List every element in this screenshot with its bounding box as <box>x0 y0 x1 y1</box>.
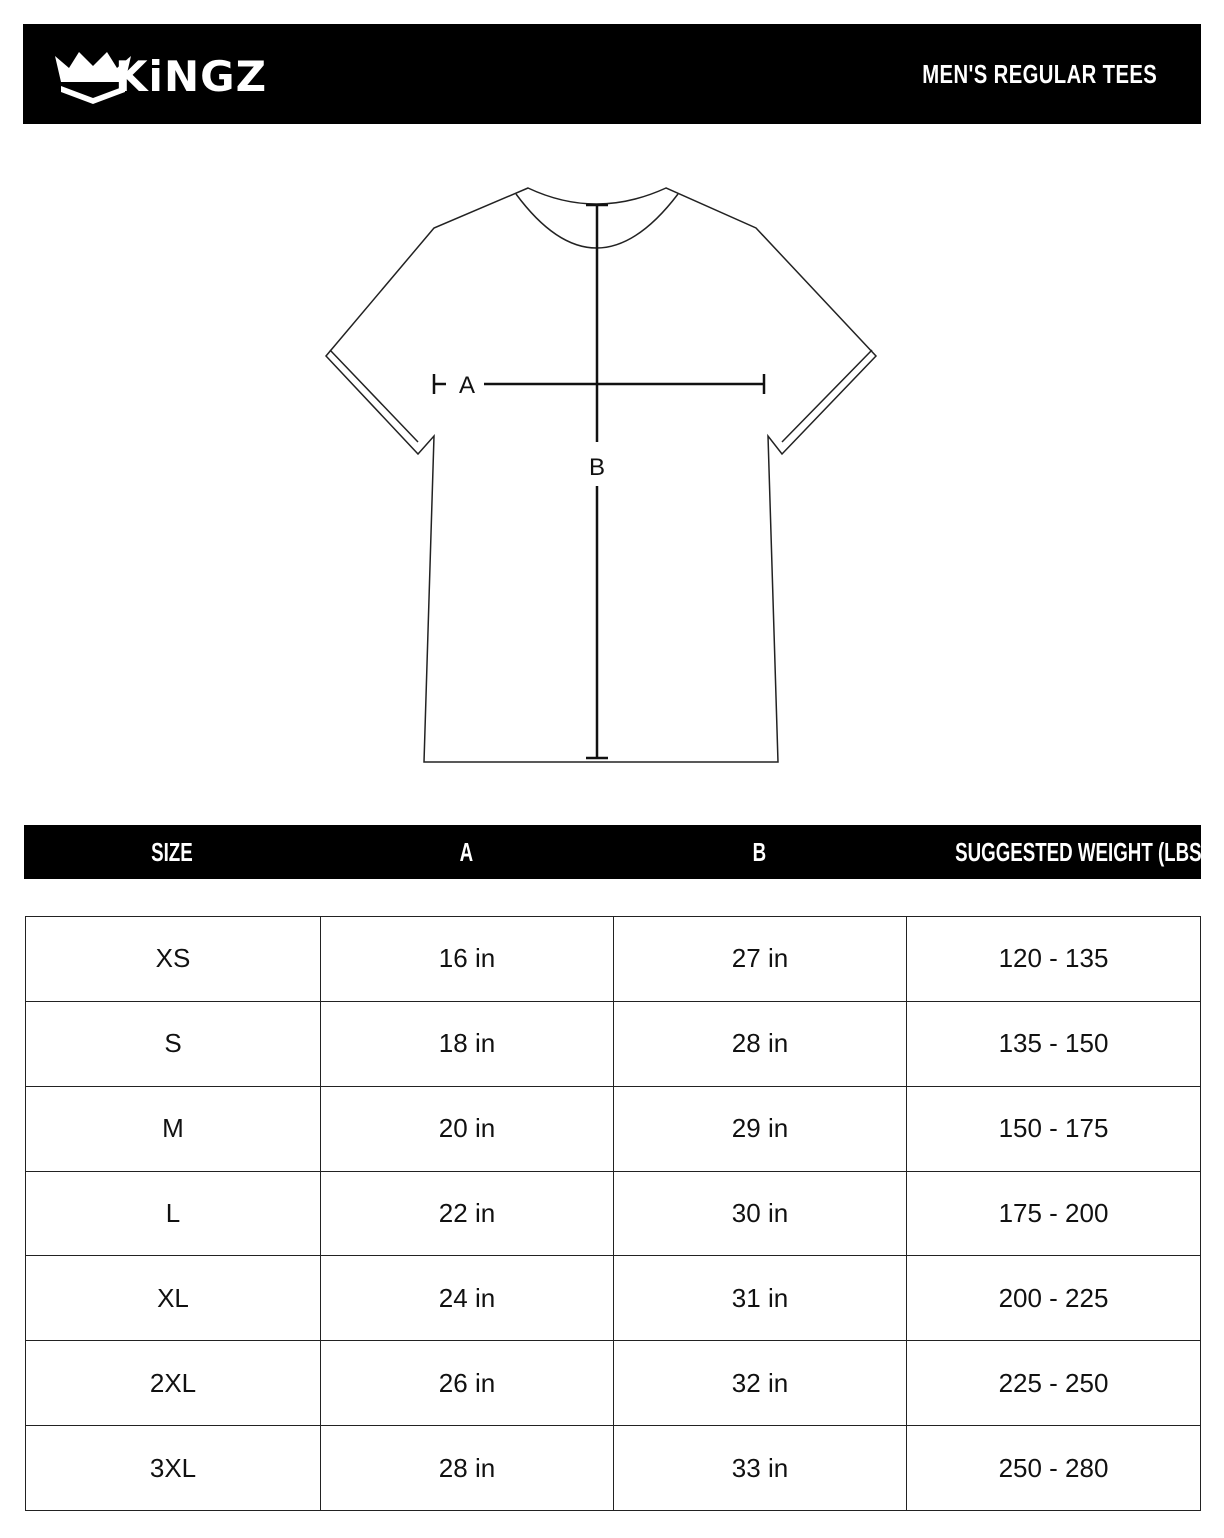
size-cell: S <box>26 1001 321 1086</box>
brand-name: KiNGZ <box>115 52 268 101</box>
size-cell: 2XL <box>26 1341 321 1426</box>
weight-cell: 150 - 175 <box>907 1086 1201 1171</box>
table-row <box>26 1256 1201 1341</box>
measure-b-cell: 27 in <box>614 917 907 1002</box>
tshirt-diagram <box>320 180 890 770</box>
measure-a-cell: 20 in <box>321 1086 614 1171</box>
weight-cell: 225 - 250 <box>907 1341 1201 1426</box>
size-cell: XL <box>26 1256 321 1341</box>
measure-b-cell: 33 in <box>614 1426 907 1511</box>
measure-b-cell: 29 in <box>614 1086 907 1171</box>
table-row <box>26 1171 1201 1256</box>
column-header-a: A <box>459 837 474 867</box>
size-cell: M <box>26 1086 321 1171</box>
measure-b-cell: 28 in <box>614 1001 907 1086</box>
size-table <box>25 916 1201 1511</box>
measure-a-cell: 24 in <box>321 1256 614 1341</box>
column-header-weight: SUGGESTED WEIGHT (LBS) <box>955 837 1208 867</box>
weight-cell: 175 - 200 <box>907 1171 1201 1256</box>
measure-a-cell: 26 in <box>321 1341 614 1426</box>
measure-a-cell: 18 in <box>321 1001 614 1086</box>
table-row <box>26 917 1201 1002</box>
size-cell: L <box>26 1171 321 1256</box>
table-row <box>26 1341 1201 1426</box>
size-table-header <box>24 825 1208 879</box>
weight-cell: 135 - 150 <box>907 1001 1201 1086</box>
weight-cell: 200 - 225 <box>907 1256 1201 1341</box>
measure-b-cell: 31 in <box>614 1256 907 1341</box>
size-cell: 3XL <box>26 1426 321 1511</box>
measure-b-cell: 32 in <box>614 1341 907 1426</box>
column-header-b: B <box>752 837 767 867</box>
measure-b-cell: 30 in <box>614 1171 907 1256</box>
table-row <box>26 1426 1201 1511</box>
weight-cell: 250 - 280 <box>907 1426 1201 1511</box>
table-row <box>26 1086 1201 1171</box>
weight-cell: 120 - 135 <box>907 917 1201 1002</box>
measure-a-cell: 16 in <box>321 917 614 1002</box>
page-title: MEN'S REGULAR TEES <box>922 59 1157 89</box>
table-row <box>26 1001 1201 1086</box>
size-cell: XS <box>26 917 321 1002</box>
measure-a-cell: 28 in <box>321 1426 614 1511</box>
measure-b-label: B <box>588 454 606 481</box>
measure-a-cell: 22 in <box>321 1171 614 1256</box>
header-bar <box>23 24 1201 124</box>
measure-a-label: A <box>458 372 476 399</box>
column-header-size: SIZE <box>151 837 193 867</box>
